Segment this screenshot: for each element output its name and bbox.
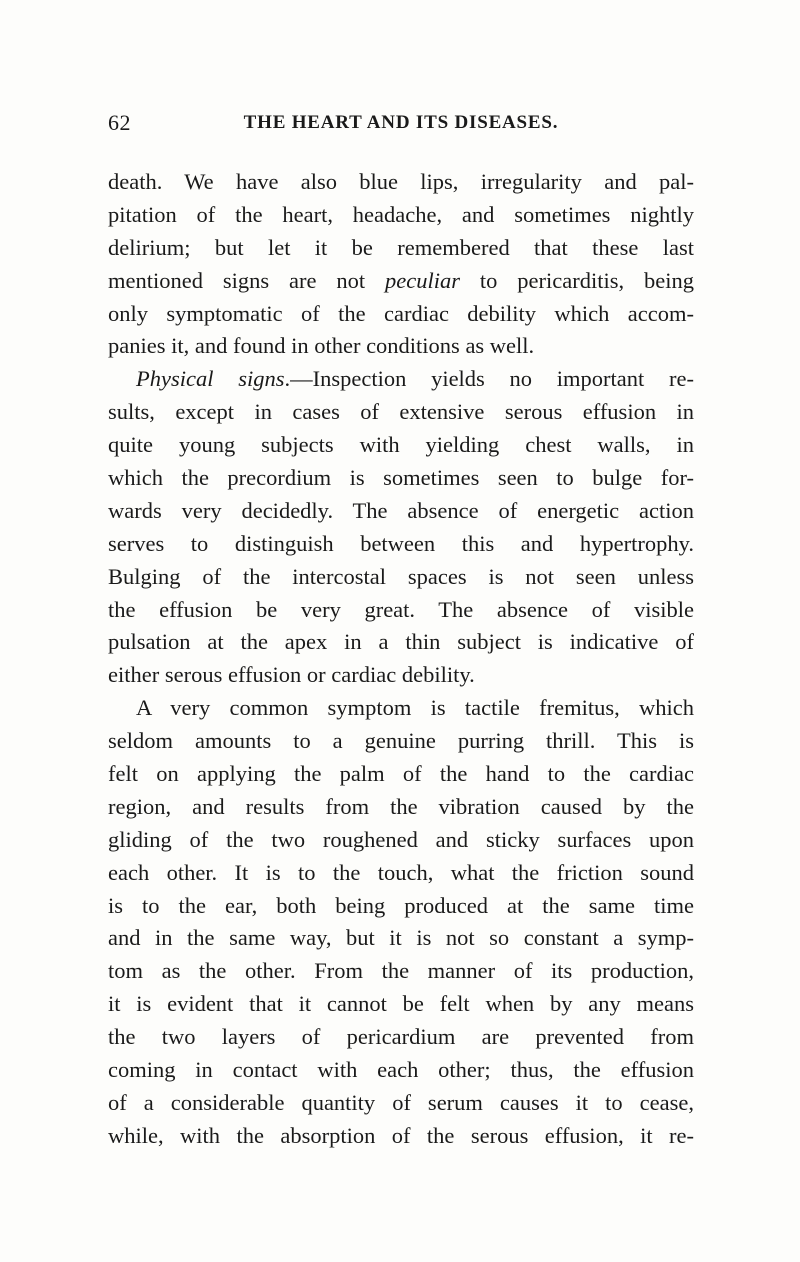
section-heading-physical-signs: Physical signs (136, 366, 285, 392)
text-line: delirium; but let it be remembered that these last (108, 234, 694, 260)
text-line: region, and results from the vibration caused by the (108, 793, 694, 819)
text-line (108, 265, 694, 298)
text-line: A very common symptom is tactile fremitus, which (136, 695, 694, 721)
text-segment: mentioned signs are not (108, 267, 386, 293)
text-line: quite young subjects with yielding chest walls, in (108, 432, 694, 458)
text-line: pulsation at the apex in a thin subject is indicative of (108, 629, 694, 655)
text-segment: .—Inspection yields no important re- (284, 366, 694, 392)
text-line: pitation of the heart, headache, and sometimes nightly (108, 201, 694, 227)
text-segment: to pericarditis, being (460, 267, 694, 293)
text-line: either serous effusion or cardiac debility. (108, 662, 475, 688)
text-line: of a considerable quantity of serum causes it to cease, (108, 1089, 694, 1115)
text-line: the two layers of pericardium are prevented from (108, 1024, 694, 1050)
text-line: seldom amounts to a genuine purring thrill. This is (108, 728, 694, 754)
text-line: while, with the absorption of the serous effusion, it re- (108, 1122, 694, 1148)
text-line: is to the ear, both being produced at the same time (108, 892, 694, 918)
text-line: panies it, and found in other conditions as well. (108, 333, 535, 359)
text-line: felt on applying the palm of the hand to the cardiac (108, 761, 694, 787)
emphasis-peculiar: peculiar (385, 267, 460, 293)
text-line: serves to distinguish between this and hypertrophy. (108, 530, 694, 556)
page-header (108, 110, 694, 140)
text-line: death. We have also blue lips, irregularity and pal- (108, 169, 694, 194)
text-line: coming in contact with each other; thus, the effusion (108, 1057, 694, 1083)
text-line: it is evident that it cannot be felt when by any means (108, 991, 694, 1017)
text-line: which the precordium is sometimes seen to bulge for- (108, 465, 694, 491)
text-line: sults, except in cases of extensive serous effusion in (108, 399, 694, 425)
body-text (108, 166, 694, 1153)
text-line: and in the same way, but it is not so constant a symp- (108, 925, 694, 951)
text-line: only symptomatic of the cardiac debility which accom- (108, 300, 694, 326)
text-line: Bulging of the intercostal spaces is not seen unless (108, 563, 694, 589)
page-number: 62 (108, 110, 131, 135)
text-line: the effusion be very great. The absence of visible (108, 596, 694, 622)
text-line: each other. It is to the touch, what the friction sound (108, 859, 694, 885)
text-line: wards very decidedly. The absence of energetic action (108, 497, 694, 523)
running-head: THE HEART AND ITS DISEASES. (243, 112, 559, 133)
text-line (108, 363, 694, 396)
text-line: tom as the other. From the manner of its production, (108, 958, 694, 984)
text-line: gliding of the two roughened and sticky surfaces upon (108, 826, 694, 852)
